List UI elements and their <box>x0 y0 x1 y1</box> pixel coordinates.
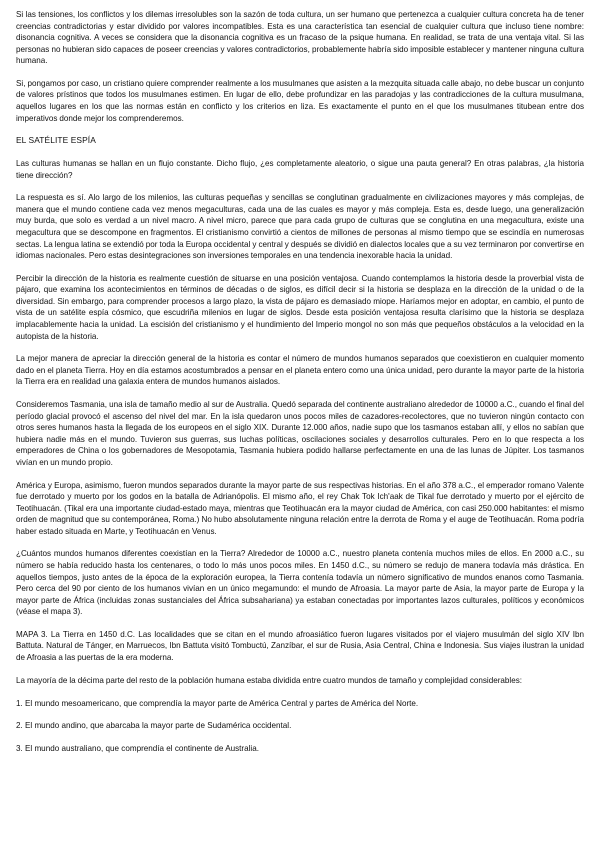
list-item-mesoamerican: 1. El mundo mesoamericano, que comprendía la mayor parte de América Central y partes de América del Norte. <box>16 698 419 708</box>
list-item-andean: 2. El mundo andino, que abarcaba la mayor parte de Sudamérica occidental. <box>16 721 292 731</box>
list-item-australian: 3. El mundo australiano, que comprendía el continente de Australia. <box>16 743 259 753</box>
paragraph-christian-muslim: Si, pongamos por caso, un cristiano quiere comprender realmente a los musulmanes que asisten a la mezquita situada calle abajo, no debe buscar un conjunto de valores prístinos que todos los musulmanes estimen. En lugar de ello, debe profundizar en las paradojas y las contradicciones de la cultura musulmana, aquellos lugares en los que las normas están en conflicto y los criterios en liza. Es exactamente el punto en el que los musulmanes titubean entre dos imperativos donde mejor los comprenderemos. <box>16 78 584 123</box>
map-caption: MAPA 3. La Tierra en 1450 d.C. Las localidades que se citan en el mundo afroasiático fueron lugares visitados por el viajero musulmán del siglo XIV Ibn Battuta. Natural de Tánger, en Marruecos, Ibn Battuta visitó Tombuctú, Zanzíbar, el sur de Rusia, Asia Central, China e Indonesia. Sus viajes ilustran la unidad de Afroasia a las puertas de la era moderna. <box>16 629 584 663</box>
paragraph-counting-worlds: La mejor manera de apreciar la dirección general de la historia es contar el número de mundos humanos separados que coexistieron en cualquier momento dado en el planeta Tierra. Hoy en día estamos acostumbrados a pensar en el planeta entero como una única unidad, pero durante la mayor parte de la historia la Tierra era en realidad una galaxia entera de mundos humanos aislados. <box>16 354 584 387</box>
section-heading: EL SATÉLITE ESPÍA <box>16 135 96 146</box>
paragraph-how-many-worlds: ¿Cuántos mundos humanos diferentes coexistían en la Tierra? Alrededor de 10000 a.C., nuestro planeta contenía muchos miles de ellos. En 2000 a.C., su número se había reducido hasta los centenares, o todo lo más unos pocos miles. En 1450 d.C., su número se redujo de manera todavía más drástica. En aquellos tiempos, justo antes de la época de la exploración europea, la Tierra contenía todavía un número significativo de mundos enanos como Tasmania. Pero cerca del 90 por ciento de los humanos vivían en un único megamundo: el mundo de Afroasia. La mayor parte de Asia, la mayor parte de Europa y la mayor parte de África (incluidas zonas sustanciales del África subsahariana) ya estaban conectadas por importantes lazos culturales, políticos y económicos (véase el mapa 3). <box>16 549 584 617</box>
paragraph-america-europe: América y Europa, asimismo, fueron mundos separados durante la mayor parte de sus respectivas historias. En el año 378 a.C., el emperador romano Valente fue derrotado y muerto por los godos en la batalla de Adrianópolis. El mismo año, el rey Chak Tok Ich'aak de Tikal fue derrotado y muerto por el ejército de Teotihuacán. (Tikal era una importante ciudad-estado maya, mientras que Teotihuacán era la mayor ciudad de América, con casi 250.000 habitantes: el mismo orden de magnitud que su contemporánea, Roma.) No hubo absolutamente ninguna relación entre la derrota de Roma y el auge de Teotihuacán. Roma podría haber estado situada en Marte, y Teotihuacán en Venus. <box>16 480 584 536</box>
paragraph-four-worlds: La mayoría de la décima parte del resto de la población humana estaba dividida entre cuatro mundos de tamaño y complejidad considerables: <box>16 675 523 685</box>
paragraph-spy-satellite: Percibir la dirección de la historia es realmente cuestión de situarse en una posición ventajosa. Cuando contemplamos la historia desde la proverbial vista de pájaro, que examina los acontecimientos en términos de décadas o de siglos, es difícil decir si la historia se desplaza en la dirección de la unidad o de la diversidad. Sin embargo, para comprender procesos a largo plazo, la vista de pájaro es demasiado miope. Haríamos mejor en adoptar, en cambio, el punto de vista de un satélite espía cósmico, que escudriña milenios en lugar de siglos. Desde esta posición ventajosa resulta clarísimo que la historia se desplaza implacablemente hacia la unidad. La escisión del cristianismo y el hundimiento del Imperio mongol no son más que pequeños obstáculos a la velocidad en la autopista de la historia. <box>16 273 584 341</box>
paragraph-tasmania: Consideremos Tasmania, una isla de tamaño medio al sur de Australia. Quedó separada del continente australiano alrededor de 10000 a.C., cuando el final del período glacial provocó el ascenso del nivel del mar. En la isla quedaron unos pocos miles de cazadores-recolectores, que no tuvieron ningún contacto con otros seres humanos hasta la llegada de los europeos en el siglo XIX. Durante 12.000 años, nadie supo que los tasmanos estaban allí, y ellos no sabían que hubiera nadie más en el mundo. Tuvieron sus guerras, sus luchas políticas, oscilaciones sociales y desarrollos culturales. Pero en lo que respecta a los emperadores de China o los gobernadores de Mesopotamia, Tasmania hubiera podido hallarse perfectamente en una de las lunas de Júpiter. Los tasmanos vivían en un mundo propio. <box>16 400 584 467</box>
paragraph-unity-answer: La respuesta es sí. Alo largo de los milenios, las culturas pequeñas y sencillas se conglutinan gradualmente en civilizaciones mayores y más complejas, de manera que el mundo contiene cada vez menos megaculturas, cada una de las cuales es mayor y más compleja. Esta es, desde luego, una generalización muy burda, que solo es verdad a un nivel macro. A nivel micro, parece que para cada grupo de culturas que se conglutina en una megacultura, existe una megacultura que se descompone en fragmentos. El cristianismo convirtió a cientos de millones de personas al mismo tiempo que se escindía en numerosas sectas. La lengua latina se extendió por toda la Europa occidental y central y después se dividió en dialectos locales que a su vez terminaron por convertirse en idiomas nacionales. Pero estas desintegraciones son inversiones temporales en una tendencia inexorable hacia la unidad. <box>16 193 584 261</box>
paragraph-cultural-flux: Las culturas humanas se hallan en un flujo constante. Dicho flujo, ¿es completamente aleatorio, o sigue una pauta general? En otras palabras, ¿la historia tiene dirección? <box>16 159 584 180</box>
paragraph-cognitive-dissonance: Si las tensiones, los conflictos y los dilemas irresolubles son la sazón de toda cultura, un ser humano que pertenezca a cualquier cultura concreta ha de tener creencias contradictorias y estar dividido por valores incompatibles. Esta es una característica tan esencial de cualquier cultura que incluso tiene nombre: disonancia cognitiva. A veces se considera que la disonancia cognitiva es un fracaso de la psique humana. En realidad, se trata de una ventaja vital. Si las personas no hubieran sido capaces de poseer creencias y valores contradictorios, probablemente habría sido imposible establecer y mantener ninguna cultura humana. <box>16 10 584 66</box>
